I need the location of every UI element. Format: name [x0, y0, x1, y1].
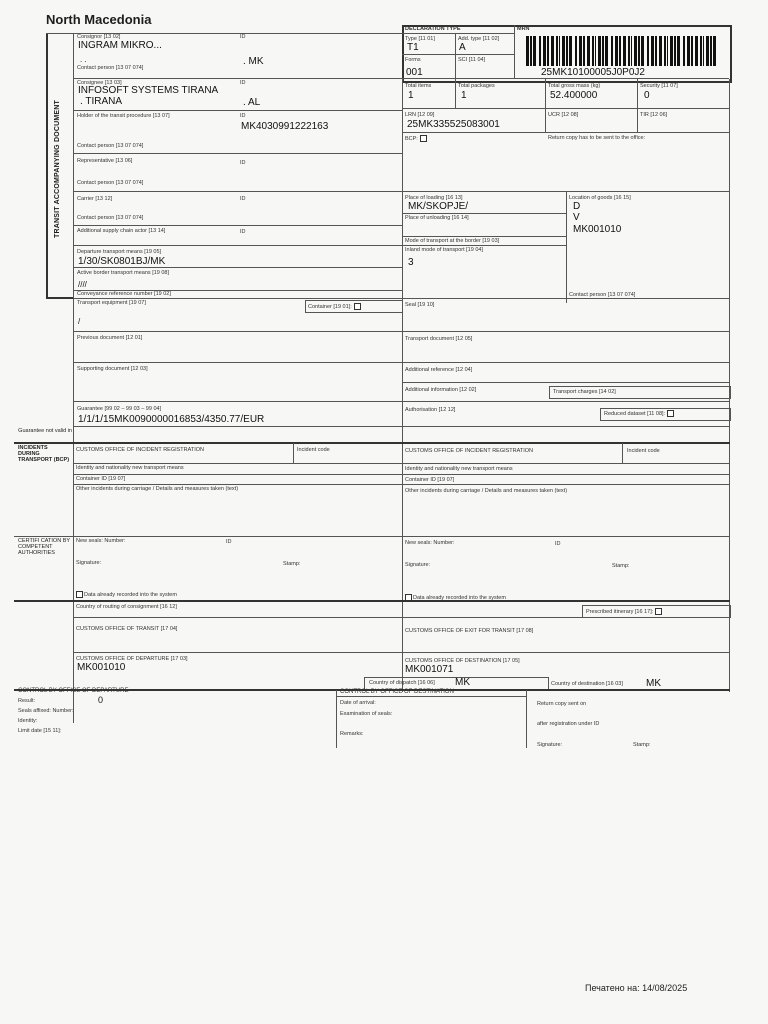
holder-id-label: ID: [240, 113, 246, 119]
cert-top-rule: [14, 536, 730, 537]
mrn-label: MRN: [517, 26, 530, 32]
location-code: MK001010: [573, 224, 622, 235]
row-divider-lrn: [402, 132, 729, 133]
equipment-value: /: [78, 317, 81, 326]
row-divider-7: [73, 267, 402, 268]
total-items-value: 1: [408, 90, 414, 101]
row-divider-3: [73, 153, 402, 154]
left-frame-line: [46, 33, 48, 298]
mrn-divider: [514, 25, 515, 79]
total-packages-label: Total packages: [458, 83, 495, 89]
barcode-bar: [575, 36, 577, 66]
location-d: D: [573, 201, 581, 212]
date-arrival-label: Date of arrival:: [340, 700, 376, 706]
barcode-bar: [592, 36, 594, 66]
return-copy-label: Return copy has to be sent to the office:: [548, 135, 646, 141]
totals-divider-1: [455, 79, 456, 108]
row-divider-14: [73, 426, 729, 427]
barcode-bar: [583, 36, 585, 66]
bcp-checkbox[interactable]: [420, 135, 427, 142]
office-destination-value: MK001071: [405, 664, 454, 675]
barcode-bar: [664, 36, 666, 66]
incident-row-1: [73, 463, 729, 464]
representative-id-label: ID: [240, 160, 246, 166]
incident-code-divider-right: [622, 443, 623, 464]
mrn-barcode: [524, 36, 720, 66]
departure-means-label: Departure transport means [19 05]: [77, 249, 162, 255]
row-divider-4: [73, 191, 729, 192]
inland-mode-label: Inland mode of transport [19 04]: [405, 247, 483, 253]
ucr-label: UCR [12 08]: [548, 112, 579, 118]
control-destination-title: CONTROL BY OFFICE OF DESTINATION: [340, 689, 454, 695]
result-label: Result:: [18, 698, 36, 704]
incident-office-label-right: CUSTOMS OFFICE OF INCIDENT REGISTRATION: [405, 448, 534, 454]
barcode-bar: [670, 36, 673, 66]
forms-value: 001: [406, 67, 423, 78]
barcode-bar: [587, 36, 590, 66]
type-value: T1: [407, 42, 419, 53]
barcode-bar: [619, 36, 621, 66]
other-incidents-label-right: Other incidents during carriage / Details and measures taken (text): [405, 488, 568, 494]
location-v: V: [573, 212, 580, 223]
barcode-bar: [566, 36, 568, 66]
left-frame-bottom: [46, 297, 74, 299]
totals-divider-2: [545, 79, 546, 108]
totals-divider-3: [637, 79, 638, 132]
barcode-bar: [611, 36, 613, 66]
row-divider-totals: [402, 108, 729, 109]
lrn-label: LRN [12 09]: [405, 112, 435, 118]
loading-divider: [402, 213, 566, 214]
barcode-bar: [706, 36, 709, 66]
seals-affixed-label: Seals affixed: Number:: [18, 708, 74, 714]
other-incidents-label-left: Other incidents during carriage / Details and measures taken (text): [76, 486, 239, 492]
incident-code-label-left: Incident code: [297, 447, 330, 453]
barcode-bar: [595, 36, 596, 66]
row-divider-10: [73, 331, 729, 332]
routing-label: Country of routing of consignment [16 12]: [76, 604, 177, 610]
transport-doc-label: Transport document [12 05]: [405, 336, 473, 342]
row-divider-6: [73, 245, 402, 246]
total-packages-value: 1: [461, 90, 467, 101]
barcode-bar: [683, 36, 685, 66]
consignee-label: Consignee [13 03]: [77, 80, 122, 86]
barcode-bar: [703, 36, 704, 66]
barcode-bar: [605, 36, 608, 66]
equipment-label: Transport equipment [19 07]: [77, 300, 146, 306]
mode-divider-top: [402, 236, 566, 237]
seal-label: Seal [19 10]: [405, 302, 435, 308]
barcode-bar: [634, 36, 637, 66]
limit-date-label: Limit date [15 11]:: [18, 728, 62, 734]
mode-border-label: Mode of transport at the border [19 03]: [405, 238, 500, 244]
barcode-bar: [556, 36, 558, 66]
identity-label-left: Identity and nationality new transport means: [76, 465, 184, 471]
stamp-label-left: Stamp:: [283, 561, 301, 567]
barcode-bar: [530, 36, 532, 66]
consignee-name: INFOSOFT SYSTEMS TIRANA: [78, 85, 219, 96]
result-value: 0: [98, 695, 104, 705]
row-divider-13: [73, 401, 729, 402]
signature-label-right: Signature:: [405, 562, 431, 568]
barcode-bar: [631, 36, 632, 66]
lrn-divider: [545, 108, 546, 132]
mrn-value: 25MK10100005J0P0J2: [541, 67, 645, 78]
consignee-country: . AL: [243, 97, 261, 108]
barcode-bar: [539, 36, 541, 66]
identity-label-right: Identity and nationality new transport means: [405, 466, 513, 472]
barcode-bar: [713, 36, 716, 66]
decl-divider: [402, 33, 514, 34]
departure-means-value: 1/30/SK0801BJ/MK: [78, 256, 166, 267]
remarks-label: Remarks:: [340, 731, 364, 737]
barcode-bar: [695, 36, 698, 66]
barcode-bar: [602, 36, 604, 66]
row-divider-11: [73, 362, 729, 363]
barcode-bar: [700, 36, 702, 66]
type-label: Type [11 01]: [405, 36, 435, 42]
document-vertical-title: TRANSIT ACCOMPANYING DOCUMENT: [54, 99, 61, 238]
stamp-label-right: Stamp:: [612, 563, 630, 569]
decl-row-divider: [402, 54, 514, 55]
transport-charges-label: Transport charges [14 02]: [553, 389, 616, 395]
consignor-dots: . .: [80, 55, 87, 64]
gross-mass-label: Total gross mass (kg): [548, 83, 601, 89]
new-seals-label-left: New seals: Number:: [76, 538, 126, 544]
barcode-bar: [551, 36, 554, 66]
new-seals-label-right: New seals: Number:: [405, 540, 455, 546]
tir-label: TIR [12 06]: [640, 112, 668, 118]
supply-chain-label: Additional supply chain actor [13 14]: [77, 228, 166, 234]
consignor-name: INGRAM MIKRO...: [78, 40, 162, 51]
inland-mode-value: 3: [408, 257, 414, 268]
data-recorded-right: Data already recorded into the system: [405, 594, 506, 602]
barcode-bar: [569, 36, 572, 66]
control-divider: [336, 690, 337, 748]
row-divider-12: [402, 382, 729, 383]
incident-row-3: [73, 484, 729, 485]
carrier-contact-label: Contact person [13 07 074]: [77, 215, 144, 221]
consignee-city: . TIRANA: [80, 96, 123, 107]
barcode-bar: [710, 36, 712, 66]
incidents-section-label: INCIDENTS DURING TRANSPORT (BCP): [18, 445, 70, 463]
office-departure-value: MK001010: [77, 662, 126, 673]
container-id-label-right: Container ID [19 07]: [405, 477, 455, 483]
container-label: Container [19 01]:: [308, 303, 361, 311]
row-divider-1: [73, 78, 729, 79]
reduced-dataset-checkbox[interactable]: [667, 410, 674, 417]
total-items-label: Total items: [405, 83, 432, 89]
country-title: North Macedonia: [46, 12, 152, 27]
row-divider-9: [73, 298, 729, 299]
declaration-type-label: DECLARATION TYPE: [405, 26, 461, 32]
printed-date: Печатено на: 14/08/2025: [585, 983, 688, 993]
return-copy-sent-label: Return copy sent on: [537, 701, 587, 707]
representative-label: Representative [13 06]: [77, 158, 133, 164]
barcode-bar: [659, 36, 662, 66]
barcode-bar: [667, 36, 668, 66]
barcode-bar: [638, 36, 640, 66]
signature-label-left: Signature:: [76, 560, 102, 566]
barcode-bar: [651, 36, 654, 66]
container-id-label-left: Container ID [19 07]: [76, 476, 126, 482]
barcode-bar: [598, 36, 601, 66]
mode-divider-bottom: [402, 245, 566, 246]
barcode-bar: [628, 36, 630, 66]
office-exit-label: CUSTOMS OFFICE OF EXIT FOR TRANSIT [17 08]: [405, 628, 534, 634]
barcode-bar: [674, 36, 676, 66]
guarantee-label: Guarantee [99 02 – 99 03 – 99 04]: [77, 406, 162, 412]
data-recorded-checkbox-left[interactable]: [76, 591, 83, 598]
representative-contact-label: Contact person [13 07 074]: [77, 180, 144, 186]
barcode-bar: [677, 36, 680, 66]
active-border-label: Active border transport means [19 08]: [77, 270, 170, 276]
security-value: 0: [644, 90, 650, 101]
carrier-id-label: ID: [240, 196, 246, 202]
country-dispatch-value: MK: [455, 677, 470, 688]
control-departure-title: CONTROL BY OFFICE OF DEPARTURE: [18, 688, 129, 694]
container-checkbox[interactable]: [354, 303, 361, 310]
barcode-bar: [579, 36, 582, 66]
itinerary-label: Prescribed itinerary [16 17]:: [586, 608, 662, 616]
barcode-bar: [647, 36, 649, 66]
route-row-2: [73, 652, 729, 653]
country-dispatch-label: Country of dispatch [16 06]: [369, 680, 435, 686]
incident-row-2: [73, 474, 729, 475]
consignor-country: . MK: [243, 56, 264, 67]
guarantee-not-valid-label: Guarantee not valid in: [18, 428, 72, 434]
barcode-bar: [533, 36, 536, 66]
additional-info-label: Additional information [12 02]: [405, 387, 477, 393]
consignor-contact-label: Contact person [13 07 074]: [77, 65, 144, 71]
barcode-bar: [547, 36, 549, 66]
control-divider-2: [526, 690, 527, 748]
decl-col-divider: [455, 33, 456, 79]
office-departure-label: CUSTOMS OFFICE OF DEPARTURE [17 03]: [76, 656, 188, 662]
certification-section-label: CERTIFI CATION BY COMPETENT AUTHORITIES: [18, 538, 70, 556]
incident-code-divider-left: [293, 443, 294, 464]
new-seals-id-left: ID: [226, 539, 232, 545]
location-divider: [566, 191, 567, 303]
incident-code-label-right: Incident code: [627, 448, 660, 454]
office-destination-label: CUSTOMS OFFICE OF DESTINATION [17 05]: [405, 658, 520, 664]
holder-contact-label: Contact person [13 07 074]: [77, 143, 144, 149]
previous-doc-label: Previous document [12 01]: [77, 335, 143, 341]
add-type-value: A: [459, 42, 466, 53]
barcode-bar: [687, 36, 690, 66]
sci-label: SCI [11 04]: [458, 57, 486, 63]
consignor-label: Consignor [13 02]: [77, 34, 121, 40]
examination-label: Examination of seals:: [340, 711, 393, 717]
reduced-dataset-label: Reduced dataset [11 08]:: [604, 410, 674, 418]
active-border-value: ////: [78, 280, 87, 289]
add-type-label: Add. type [11 02]: [458, 36, 500, 42]
bcp-label: BCP:: [405, 135, 427, 143]
barcode-bar: [562, 36, 565, 66]
route-row-1: [73, 617, 729, 618]
itinerary-checkbox[interactable]: [655, 608, 662, 615]
identity-control-label: Identity:: [18, 718, 38, 724]
country-destination-value: MK: [646, 678, 661, 689]
barcode-bar: [543, 36, 546, 66]
guarantee-value: 1/1/1/15MK0090000016853/4350.77/EUR: [78, 414, 265, 425]
new-seals-id-right: ID: [555, 541, 561, 547]
lrn-value: 25MK335525083001: [407, 119, 500, 130]
data-recorded-left: Data already recorded into the system: [76, 591, 177, 599]
supporting-doc-label: Supporting document [12 03]: [77, 366, 148, 372]
row-divider-5: [73, 225, 402, 226]
authorisation-label: Authorisation [12 12]: [405, 407, 456, 413]
location-goods-label: Location of goods [16 15]: [569, 195, 631, 201]
form-left-border: [73, 33, 74, 723]
consignor-id-label: ID: [240, 34, 246, 40]
conveyance-label: Conveyance reference number [19 02]: [77, 291, 171, 297]
signature-control-label: Signature:: [537, 742, 563, 748]
barcode-bar: [691, 36, 693, 66]
place-loading-label: Place of loading [16 13]: [405, 195, 463, 201]
security-label: Security [11 07]: [640, 83, 678, 89]
supply-chain-id-label: ID: [240, 229, 246, 235]
place-loading-value: MK/SKOPJE/: [408, 201, 469, 212]
stamp-control-label: Stamp:: [633, 742, 651, 748]
barcode-bar: [655, 36, 657, 66]
barcode-bar: [559, 36, 560, 66]
incident-office-label-left: CUSTOMS OFFICE OF INCIDENT REGISTRATION: [76, 447, 205, 453]
forms-label: Forms: [405, 57, 421, 63]
barcode-bar: [623, 36, 626, 66]
barcode-bar: [526, 36, 529, 66]
office-transit-label: CUSTOMS OFFICE OF TRANSIT [17 04]: [76, 626, 178, 632]
control-dest-underline: [336, 696, 526, 697]
row-divider-2: [73, 110, 402, 111]
consignee-id-label: ID: [240, 80, 246, 86]
location-contact-label: Contact person [13 07 074]: [569, 292, 636, 298]
barcode-bar: [615, 36, 618, 66]
carrier-label: Carrier [13 12]: [77, 196, 113, 202]
holder-id-value: MK4030991222163: [241, 121, 329, 132]
country-destination-label: Country of destination [16 03]: [551, 681, 623, 687]
place-unloading-label: Place of unloading [16 14]: [405, 215, 469, 221]
route-top-rule: [14, 600, 730, 602]
barcode-bar: [641, 36, 644, 66]
gross-mass-value: 52.400000: [550, 90, 598, 101]
additional-ref-label: Additional reference [12 04]: [405, 367, 473, 373]
holder-label: Holder of the transit procedure [13 07]: [77, 113, 170, 119]
after-registration-label: after registration under ID: [537, 721, 600, 727]
